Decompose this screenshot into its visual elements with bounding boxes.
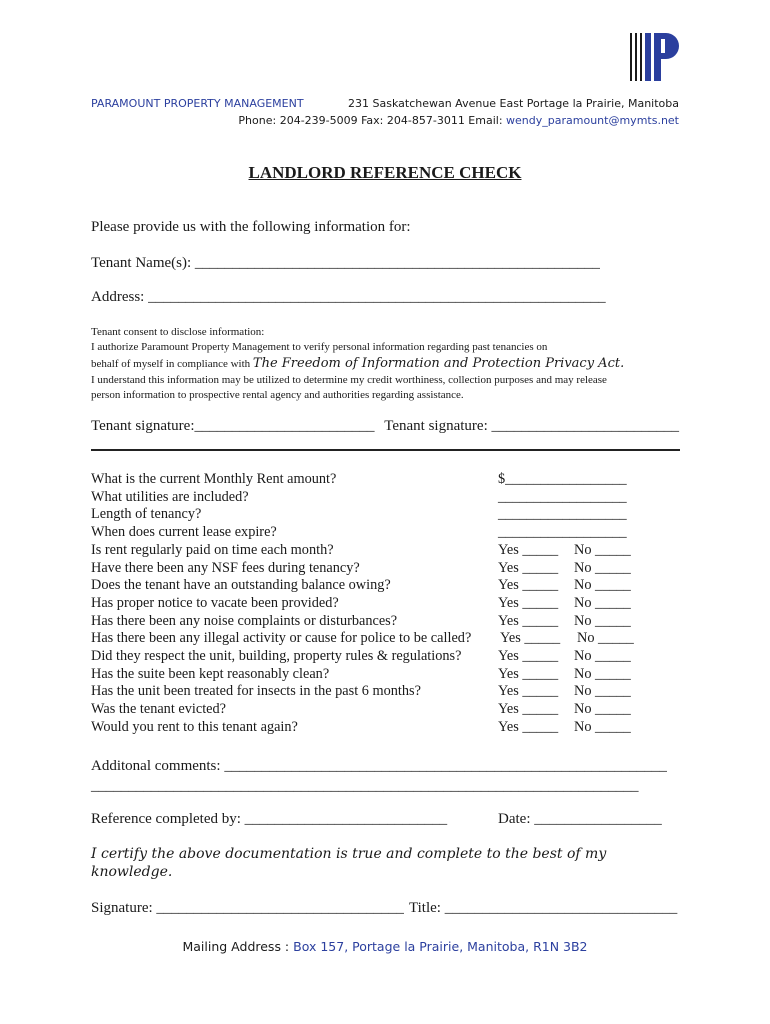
yes-option[interactable]: Yes _____ [498, 683, 559, 700]
question-text: Has there been any illegal activity or cause for police to be called? [91, 630, 472, 647]
email-link[interactable]: wendy_paramount@mymts.net [506, 114, 679, 127]
date-field[interactable]: Date: _________________ [498, 811, 662, 827]
yes-option[interactable]: Yes _____ [500, 630, 561, 647]
yes-option[interactable]: Yes _____ [498, 665, 559, 682]
question-text: Has proper notice to vacate been provided? [91, 594, 339, 611]
no-option[interactable]: No _____ [574, 594, 631, 611]
question-text: What is the current Monthly Rent amount? [91, 471, 337, 487]
question-text: Does the tenant have an outstanding balance owing? [91, 577, 391, 594]
signature-field[interactable]: Signature: _________________________________ [91, 900, 404, 916]
yes-option[interactable]: Yes _____ [498, 612, 559, 629]
question-text: Was the tenant evicted? [91, 701, 227, 718]
question-text: When does current lease expire? [91, 524, 277, 541]
yes-option[interactable]: Yes _____ [498, 559, 559, 576]
yes-option[interactable]: Yes _____ [498, 577, 559, 594]
mailing-address-label: Mailing Address : [182, 939, 290, 954]
question-text: Has the suite been kept reasonably clean? [91, 665, 330, 682]
tenant-signature-1[interactable]: Tenant signature:________________________ [91, 418, 375, 434]
contact-text: Phone: 204-239-5009 Fax: 204-857-3011 Email: [238, 114, 503, 127]
answer-blank[interactable]: $_________________ [498, 471, 627, 487]
answer-blank[interactable]: __________________ [498, 506, 627, 523]
answer-blank[interactable]: __________________ [498, 524, 627, 541]
yes-option[interactable]: Yes _____ [498, 541, 559, 558]
yes-option[interactable]: Yes _____ [498, 718, 559, 735]
address-field[interactable]: Address: _____________________________________________________________ [91, 289, 606, 305]
tenant-signature-2[interactable]: Tenant signature: _________________________ [384, 418, 679, 434]
no-option[interactable]: No _____ [574, 683, 631, 700]
privacy-act-name: The Freedom of Information and Protection Privacy Act. [252, 356, 625, 371]
question-text: Did they respect the unit, building, property rules & regulations? [91, 648, 462, 664]
consent-line-3: I understand this information may be utilized to determine my credit worthiness, collection purposes and may release [91, 374, 607, 386]
answer-blank[interactable]: __________________ [498, 488, 627, 505]
yes-option[interactable]: Yes _____ [498, 701, 559, 718]
company-contact [238, 114, 679, 127]
page-title: LANDLORD REFERENCE CHECK [248, 163, 522, 182]
title-field[interactable]: Title: _______________________________ [409, 900, 678, 916]
comments-line-2[interactable]: _________________________________________________________________________ [91, 778, 639, 794]
consent-line-4: person information to prospective rental agency and authorities regarding assistance. [91, 389, 464, 401]
no-option[interactable]: No _____ [574, 701, 631, 718]
company-name: PARAMOUNT PROPERTY MANAGEMENT [91, 97, 304, 110]
yes-option[interactable]: Yes _____ [498, 648, 559, 664]
yes-option[interactable]: Yes _____ [498, 594, 559, 611]
question-text: Would you rent to this tenant again? [91, 718, 298, 735]
no-option[interactable]: No _____ [574, 612, 631, 629]
section-divider [91, 449, 680, 451]
question-text: Has there been any noise complaints or disturbances? [91, 612, 398, 629]
question-text: Length of tenancy? [91, 506, 202, 523]
mailing-address-value: Box 157, Portage la Prairie, Manitoba, R1N 3B2 [293, 939, 588, 954]
comments-field[interactable]: Additonal comments: ___________________________________________________________ [91, 758, 667, 774]
consent-line-2 [91, 357, 624, 370]
consent-heading: Tenant consent to disclose information: [91, 326, 265, 338]
intro-text: Please provide us with the following information for: [91, 219, 411, 235]
ppm-logo-icon [630, 33, 680, 81]
question-text: Has the unit been treated for insects in the past 6 months? [91, 683, 421, 700]
no-option[interactable]: No _____ [574, 648, 631, 664]
no-option[interactable]: No _____ [574, 541, 631, 558]
consent-line-2-prefix: behalf of myself in compliance with [91, 358, 251, 370]
consent-line-1: I authorize Paramount Property Management to verify personal information regarding past tenancies on [91, 341, 548, 353]
certify-line-2: knowledge. [91, 864, 173, 880]
tenant-names-field[interactable]: Tenant Name(s): ______________________________________________________ [91, 255, 600, 271]
reference-completed-by-field[interactable]: Reference completed by: ___________________________ [91, 811, 448, 827]
no-option[interactable]: No _____ [574, 665, 631, 682]
question-text: Have there been any NSF fees during tenancy? [91, 559, 360, 576]
mailing-address [0, 939, 770, 954]
company-address: 231 Saskatchewan Avenue East Portage la Prairie, Manitoba [348, 97, 679, 110]
no-option[interactable]: No _____ [574, 577, 631, 594]
question-text: Is rent regularly paid on time each month? [91, 541, 334, 558]
no-option[interactable]: No _____ [574, 718, 631, 735]
no-option[interactable]: No _____ [574, 559, 631, 576]
certify-line-1: I certify the above documentation is true and complete to the best of my [91, 846, 607, 862]
no-option[interactable]: No _____ [577, 630, 634, 647]
question-text: What utilities are included? [91, 488, 249, 505]
